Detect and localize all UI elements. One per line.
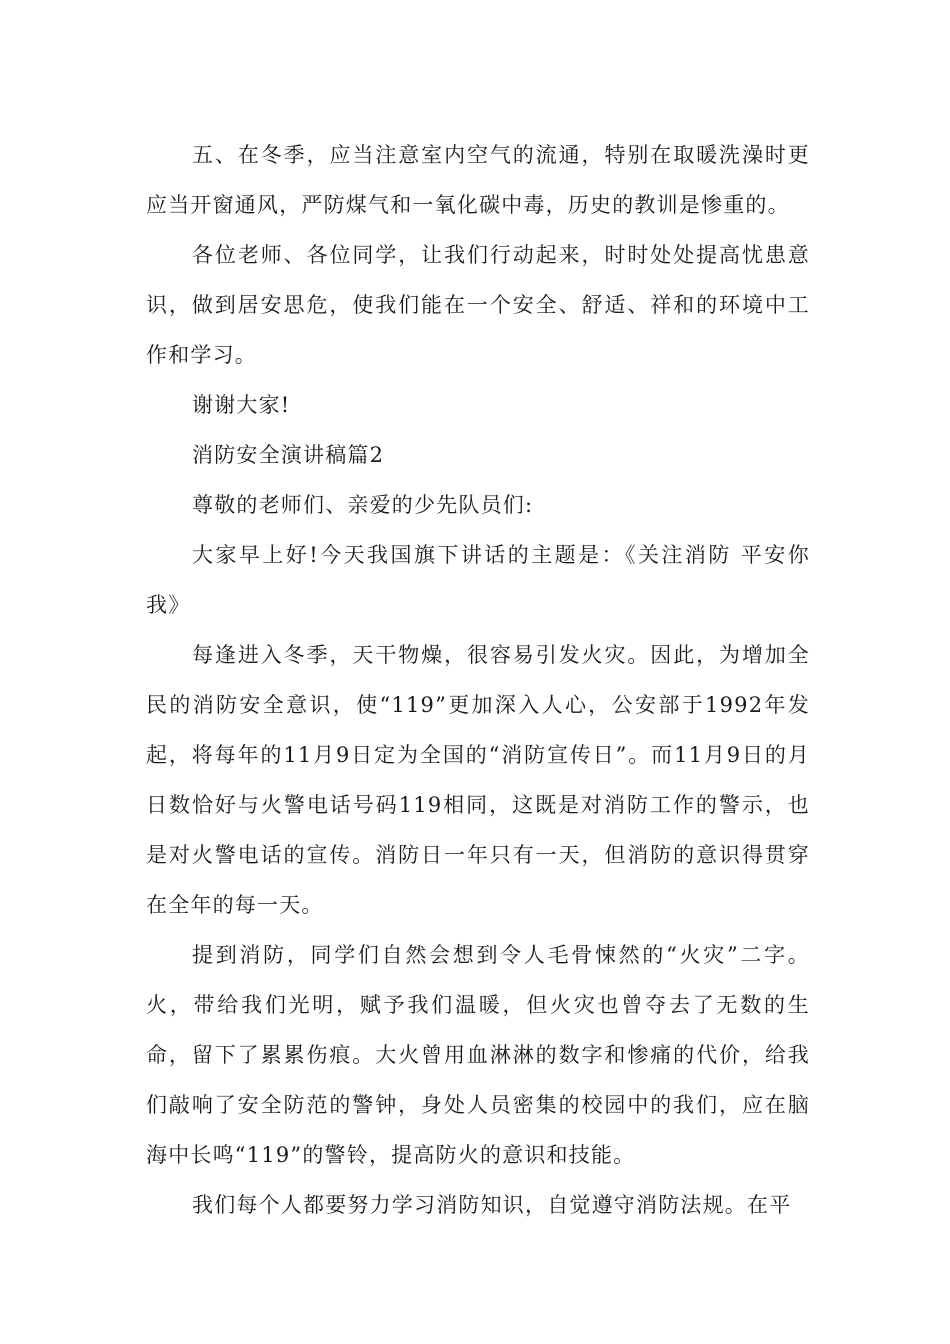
paragraph-fire-day: 每逢进入冬季，天干物燥，很容易引发火灾。因此，为增加全民的消防安全意识，使“119”更加深入人心，公安部于1992年发起，将每年的11月9日定为全国的“消防宣传日”。而11月9日的月日数恰好与火警电话号码119相同，这既是对消防工作的警示，也是对火警电话的宣传。消防日一年只有一天，但消防的意识得贯穿在全年的每一天。: [146, 643, 810, 917]
section-heading: 消防安全演讲稿篇2: [192, 443, 385, 467]
paragraph-fire-danger: 提到消防，同学们自然会想到令人毛骨悚然的“火灾”二字。火，带给我们光明，赋予我们温暖，但火灾也曾夺去了无数的生命，留下了累累伤痕。大火曾用血淋淋的数字和惨痛的代价，给我们敲响了安全防范的警钟，身处人员密集的校园中的我们，应在脑海中长鸣“119”的警铃，提高防火的意识和技能。: [146, 943, 810, 1167]
paragraph-greeting-topic: 大家早上好!今天我国旗下讲话的主题是：《关注消防 平安你我》: [146, 543, 810, 617]
paragraph-learn-fire-safety: 我们每个人都要努力学习消防知识，自觉遵守消防法规。在平: [192, 1193, 792, 1217]
paragraph-call-to-action: 各位老师、各位同学，让我们行动起来，时时处处提高忧患意识，做到居安思危，使我们能在一个安全、舒适、祥和的环境中工作和学习。: [146, 243, 810, 367]
document-body: [146, 130, 810, 1230]
paragraph-salutation: 尊敬的老师们、亲爱的少先队员们:: [192, 493, 534, 517]
paragraph-winter-ventilation: 五、在冬季，应当注意室内空气的流通，特别在取暖洗澡时更应当开窗通风，严防煤气和一氧化碳中毒，历史的教训是惨重的。: [146, 143, 810, 217]
paragraph-thanks: 谢谢大家!: [192, 393, 291, 417]
